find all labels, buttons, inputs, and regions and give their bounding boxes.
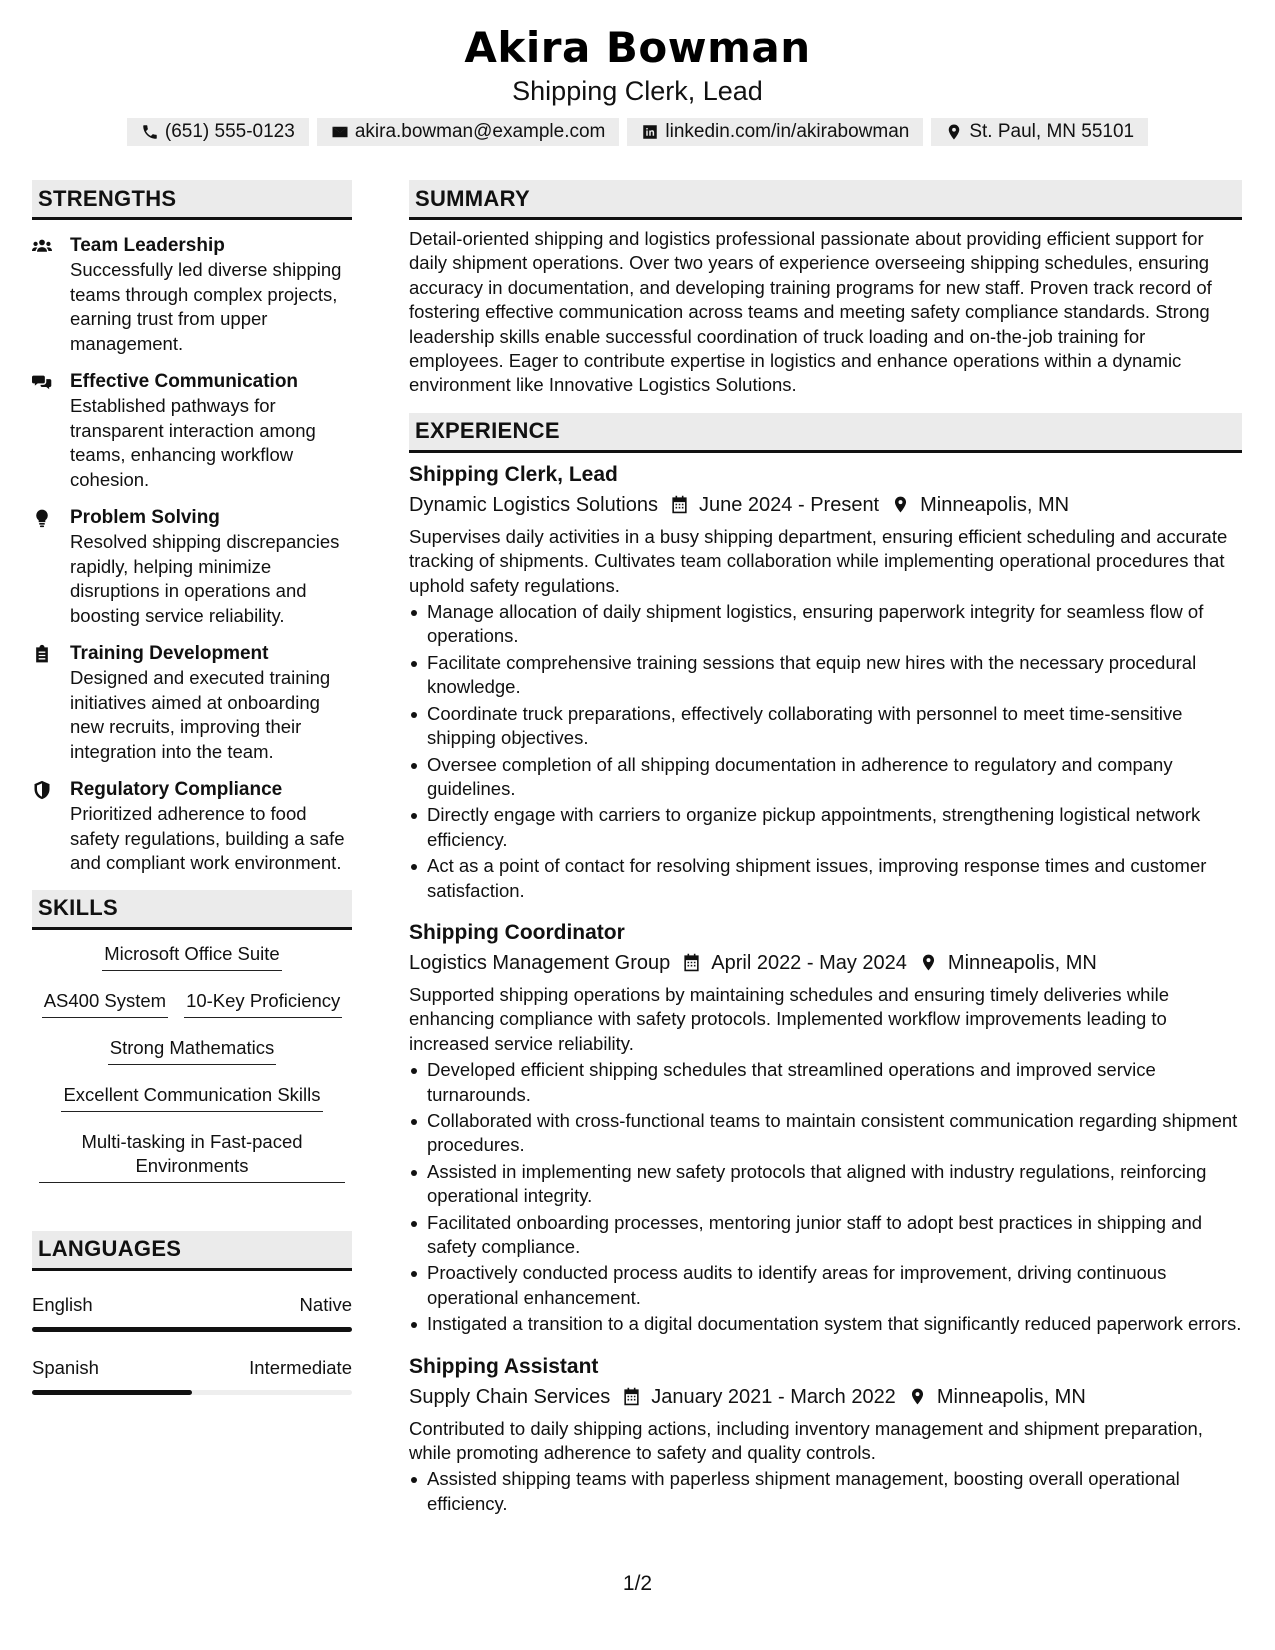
job-bullet: Collaborated with cross-functional teams to maintain consistent communication regarding shipment procedures. [409, 1109, 1242, 1158]
contact-phone[interactable] [127, 118, 309, 146]
job-entry [409, 1353, 1242, 1517]
languages-heading: LANGUAGES [32, 1231, 352, 1271]
strength-desc: Prioritized adherence to food safety regulations, building a safe and compliant work environment. [70, 803, 345, 873]
calendar-icon [622, 1387, 641, 1406]
job-meta [409, 1383, 1242, 1411]
strengths-heading: STRENGTHS [32, 180, 352, 220]
strength-item [32, 506, 352, 628]
job-bullets [409, 1467, 1242, 1516]
contact-location [931, 118, 1148, 146]
language-item [32, 1356, 352, 1395]
strength-item [32, 642, 352, 764]
phone-icon [141, 123, 159, 141]
job-description: Supervises daily activities in a busy shipping department, ensuring efficient scheduling and accurate tracking of shipments. Cultivates team collaboration while implementing operational procedures that uphold safety regulations. [409, 525, 1228, 596]
resume-header [0, 22, 1275, 146]
skills-heading: SKILLS [32, 890, 352, 930]
language-name: English [32, 1293, 93, 1315]
language-level-fill [32, 1390, 192, 1395]
strength-item [32, 370, 352, 492]
language-level: Intermediate [249, 1356, 352, 1378]
strength-item [32, 778, 352, 876]
skill-tag: 10-Key Proficiency [184, 989, 342, 1018]
language-name: Spanish [32, 1356, 99, 1378]
job-description: Supported shipping operations by maintaining schedules and ensuring timely deliveries while enhancing compliance with safety protocols. Implemented workflow improvements leading to increased service reliability. [409, 983, 1169, 1054]
contact-email-text: akira.bowman@example.com [354, 121, 606, 142]
job-location: Minneapolis, MN [947, 951, 1097, 974]
job-bullet: Instigated a transition to a digital documentation system that significantly reduced paperwork errors. [409, 1312, 1242, 1336]
job-dates: January 2021 - March 2022 [651, 1385, 896, 1408]
job-entry [409, 461, 1242, 903]
skill-tag: Strong Mathematics [108, 1036, 277, 1065]
job-bullet: Coordinate truck preparations, effectively collaborating with personnel to meet time-sensitive shipping objectives. [409, 702, 1242, 751]
right-column [409, 180, 1242, 1518]
job-location: Minneapolis, MN [936, 1385, 1086, 1408]
job-bullet: Facilitate comprehensive training sessions that equip new hires with the necessary procedural knowledge. [409, 651, 1242, 700]
job-bullet: Act as a point of contact for resolving shipment issues, improving response times and customer satisfaction. [409, 854, 1242, 903]
strength-desc: Established pathways for transparent interaction among teams, enhancing workflow cohesion. [70, 395, 316, 490]
job-bullet: Oversee completion of all shipping documentation in adherence to regulatory and company guidelines. [409, 753, 1242, 802]
envelope-icon [331, 123, 349, 141]
skill-tag: Microsoft Office Suite [102, 942, 281, 971]
skills-list [32, 942, 352, 1183]
job-bullets [409, 600, 1242, 903]
job-title: Shipping Clerk, Lead [409, 462, 618, 486]
left-column [32, 180, 352, 1419]
strength-title: Training Development [70, 643, 269, 664]
strength-desc: Designed and executed training initiatives aimed at onboarding new recruits, improving their integration into the team. [70, 667, 331, 762]
job-description: Contributed to daily shipping actions, including inventory management and shipment preparation, while promoting adherence to safety and quality controls. [409, 1417, 1203, 1464]
candidate-name: Akira Bowman [464, 23, 811, 72]
contact-location-text: St. Paul, MN 55101 [969, 121, 1135, 142]
languages-list [32, 1293, 352, 1395]
job-location: Minneapolis, MN [920, 493, 1070, 516]
lightbulb-icon [32, 508, 52, 528]
strengths-list [32, 234, 352, 876]
job-entry [409, 919, 1242, 1337]
skill-tag: Multi-tasking in Fast-paced Environments [39, 1130, 345, 1183]
job-meta [409, 491, 1242, 519]
language-item [32, 1293, 352, 1332]
map-pin-icon [919, 953, 938, 972]
job-bullet: Developed efficient shipping schedules that streamlined operations and improved service turnarounds. [409, 1058, 1242, 1107]
language-level-bar [32, 1390, 352, 1395]
skill-tag: AS400 System [42, 989, 168, 1018]
contact-bar [0, 118, 1275, 146]
job-dates: April 2022 - May 2024 [711, 951, 907, 974]
map-pin-icon [945, 123, 963, 141]
job-company: Dynamic Logistics Solutions [409, 493, 658, 516]
page-number: 1/2 [622, 1572, 653, 1595]
map-pin-icon [908, 1387, 927, 1406]
contact-email[interactable] [317, 118, 620, 146]
language-level: Native [299, 1293, 352, 1315]
language-level-bar [32, 1327, 352, 1332]
calendar-icon [682, 953, 701, 972]
job-company: Supply Chain Services [409, 1385, 611, 1408]
strength-title: Problem Solving [70, 507, 220, 528]
strength-title: Regulatory Compliance [70, 779, 283, 800]
job-bullet: Manage allocation of daily shipment logistics, ensuring paperwork integrity for seamless flow of operations. [409, 600, 1242, 649]
experience-heading: EXPERIENCE [409, 413, 1242, 453]
strength-title: Team Leadership [70, 235, 225, 256]
job-bullets [409, 1058, 1242, 1336]
job-bullet: Proactively conducted process audits to identify areas for improvement, driving continuous operational enhancement. [409, 1261, 1242, 1310]
language-level-fill [32, 1327, 352, 1332]
linkedin-icon [641, 123, 659, 141]
shield-icon [32, 780, 52, 800]
strength-title: Effective Communication [70, 371, 299, 392]
map-pin-icon [891, 495, 910, 514]
job-dates: June 2024 - Present [699, 493, 880, 516]
job-title: Shipping Coordinator [409, 920, 625, 944]
users-icon [32, 236, 52, 256]
job-meta [409, 949, 1242, 977]
job-company: Logistics Management Group [409, 951, 671, 974]
job-bullet: Directly engage with carriers to organize pickup appointments, strengthening logistical network efficiency. [409, 803, 1242, 852]
contact-linkedin-text: linkedin.com/in/akirabowman [665, 121, 910, 142]
contact-linkedin[interactable] [627, 118, 923, 146]
calendar-icon [670, 495, 689, 514]
summary-heading: SUMMARY [409, 180, 1242, 220]
strength-item [32, 234, 352, 356]
clipboard-icon [32, 644, 52, 664]
candidate-title: Shipping Clerk, Lead [512, 76, 763, 106]
strength-desc: Successfully led diverse shipping teams through complex projects, earning trust from upper management. [70, 259, 342, 354]
contact-phone-text: (651) 555-0123 [164, 121, 295, 142]
summary-text: Detail-oriented shipping and logistics professional passionate about providing efficient support for daily shipment operations. Over two years of experience overseeing shipping schedules, ensuring accuracy in documentation, and developing training programs for new staff. Proven track record of fostering effective communication across teams and meeting safety compliance standards. Strong leadership skills enable successful coordination of truck loading and on-the-job training for employees. Eager to contribute expertise in logistics and enhance operations within a dynamic environment like Innovative Logistics Solutions. [409, 228, 1212, 396]
job-bullet: Assisted shipping teams with paperless shipment management, boosting overall operational efficiency. [409, 1467, 1242, 1516]
strength-desc: Resolved shipping discrepancies rapidly, helping minimize disruptions in operations and boosting service reliability. [70, 531, 340, 626]
job-bullet: Assisted in implementing new safety protocols that aligned with industry regulations, reinforcing operational integrity. [409, 1160, 1242, 1209]
skill-tag: Excellent Communication Skills [61, 1083, 322, 1112]
comments-icon [32, 372, 52, 392]
job-bullet: Facilitated onboarding processes, mentoring junior staff to adopt best practices in shipping and safety compliance. [409, 1211, 1242, 1260]
job-title: Shipping Assistant [409, 1354, 599, 1378]
